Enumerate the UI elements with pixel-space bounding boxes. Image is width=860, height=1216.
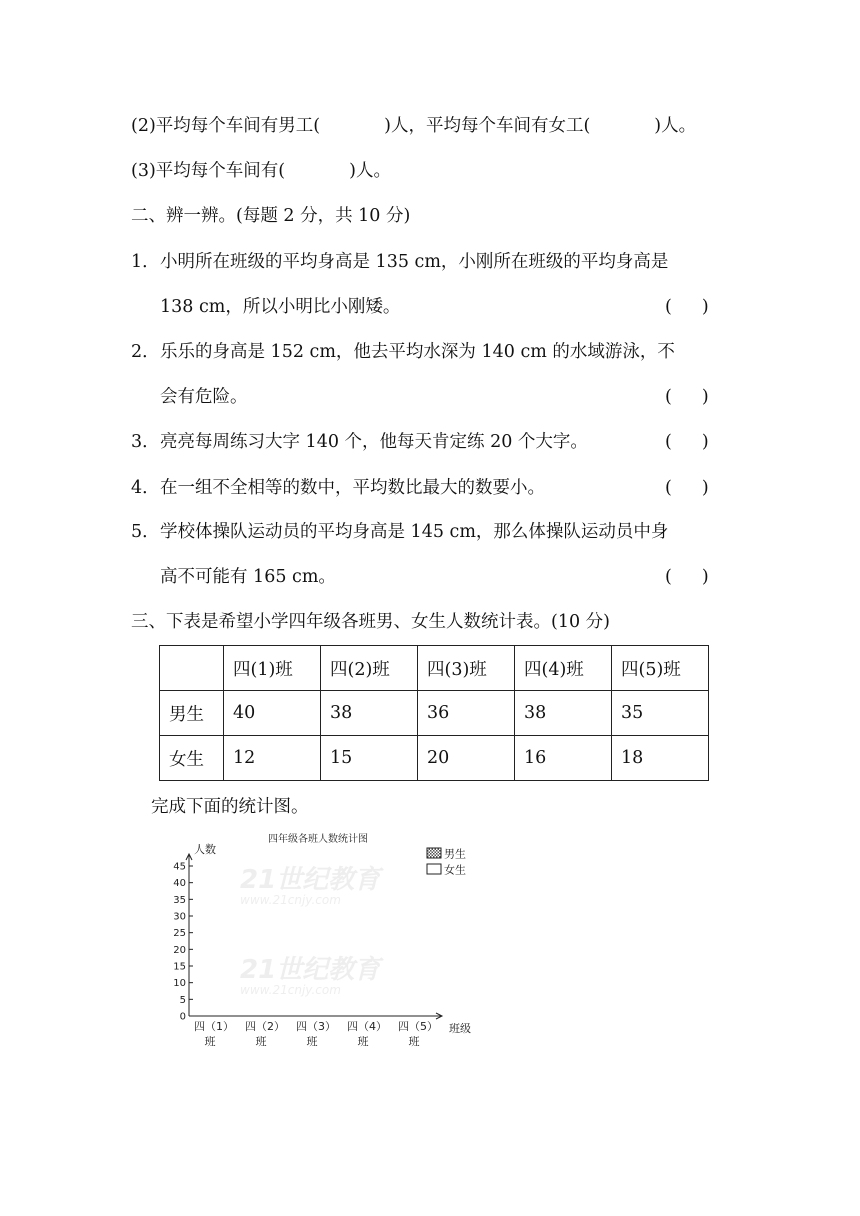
x-category-label: 四（5）: [398, 1020, 438, 1033]
judge-item-3-text: 亮亮每周练习大字 140 个，他每天肯定练 20 个大字。: [160, 432, 588, 452]
table-cell: 15: [321, 736, 418, 781]
judge-item-1-text-cont: 138 cm，所以小明比小刚矮。: [160, 297, 401, 317]
y-tick-label: 15: [173, 961, 186, 973]
q2-text-a: (2)平均每个车间有男工(: [131, 116, 321, 136]
table-row: [160, 736, 709, 781]
chart-instruction: 完成下面的统计图。: [151, 797, 309, 817]
table-row: [160, 691, 709, 736]
table-cell: 35: [612, 691, 709, 736]
x-category-label: 四（4）: [347, 1020, 387, 1033]
x-category-label: 四（1）: [194, 1020, 234, 1033]
y-axis-label: 人数: [194, 843, 216, 856]
table-header-cell: 四(5)班: [612, 646, 709, 691]
table-header-cell: 四(1)班: [224, 646, 321, 691]
section-3-heading: 三、下表是希望小学四年级各班男、女生人数统计表。(10 分): [131, 612, 610, 632]
y-ticks: [173, 862, 193, 1023]
judge-item-1-text: 小明所在班级的平均身高是 135 cm，小刚所在班级的平均身高是: [160, 252, 669, 272]
table-header-cell: 四(2)班: [321, 646, 418, 691]
watermark: [240, 865, 384, 997]
y-tick-label: 5: [179, 994, 186, 1006]
table-cell: 36: [418, 691, 515, 736]
table-cell: 38: [321, 691, 418, 736]
y-tick-label: 0: [179, 1011, 186, 1023]
table-cell: 20: [418, 736, 515, 781]
judge-item-1-number: 1．: [131, 252, 160, 272]
table-row-label: 男生: [160, 691, 224, 736]
judge-item-5-text: 学校体操队运动员的平均身高是 145 cm，那么体操队运动员中身: [160, 522, 669, 542]
watermark-url: www.21cnjy.com: [240, 893, 341, 907]
judge-item-5-text-cont: 高不可能有 165 cm。: [160, 567, 336, 587]
legend-label: 男生: [444, 847, 466, 861]
legend-swatch: [427, 848, 441, 858]
judge-item-2-text-cont: 会有危险。: [160, 387, 248, 407]
y-tick-label: 30: [173, 911, 186, 923]
x-category-label: 四（2）: [245, 1020, 285, 1033]
judge-item-4-text: 在一组不全相等的数中，平均数比最大的数要小。: [160, 478, 545, 498]
watermark-text: 21世纪教育: [240, 955, 381, 985]
chart-legend: [427, 847, 466, 877]
answer-paren-3[interactable]: ( ): [665, 432, 709, 452]
y-tick-label: 40: [173, 878, 186, 890]
student-count-table: [159, 645, 709, 781]
q3-text-b: )人。: [349, 161, 391, 181]
y-tick-label: 20: [173, 944, 186, 956]
x-category-label-sub: 班: [204, 1035, 216, 1048]
q3-text-a: (3)平均每个车间有(: [131, 161, 286, 181]
x-category-label-sub: 班: [408, 1035, 420, 1048]
table-header-cell: 四(3)班: [418, 646, 515, 691]
judge-item-2-text: 乐乐的身高是 152 cm，他去平均水深为 140 cm 的水域游泳，不: [160, 342, 675, 362]
x-category-label-sub: 班: [255, 1035, 267, 1048]
x-category-label: 四（3）: [296, 1020, 336, 1033]
table-cell: 16: [515, 736, 612, 781]
judge-item-5-number: 5．: [131, 522, 160, 542]
question-3-line: [131, 159, 391, 183]
section-2-heading: 二、辨一辨。(每题 2 分，共 10 分): [131, 206, 411, 226]
chart-title: 四年级各班人数统计图: [268, 834, 368, 845]
x-category-label-sub: 班: [357, 1035, 369, 1048]
x-category-label-sub: 班: [306, 1035, 318, 1048]
x-axis-label: 班级: [449, 1022, 471, 1035]
y-tick-label: 35: [173, 894, 186, 906]
table-header-cell: [160, 646, 224, 691]
watermark-url: www.21cnjy.com: [240, 983, 341, 997]
answer-paren-2[interactable]: ( ): [665, 387, 709, 407]
table-cell: 18: [612, 736, 709, 781]
answer-paren-4[interactable]: ( ): [665, 478, 709, 498]
x-category-labels: [194, 1020, 438, 1048]
table-header-cell: 四(4)班: [515, 646, 612, 691]
judge-item-3-number: 3．: [131, 432, 160, 452]
judge-item-2-number: 2．: [131, 342, 160, 362]
table-header-row: [160, 646, 709, 691]
q2-text-c: )人。: [654, 116, 697, 136]
y-tick-label: 45: [173, 861, 186, 873]
legend-swatch: [427, 864, 441, 874]
table-row-label: 女生: [160, 736, 224, 781]
bar-chart[interactable]: [160, 826, 480, 1058]
watermark-text: 21世纪教育: [240, 865, 381, 895]
answer-paren-1[interactable]: ( ): [665, 297, 709, 317]
y-tick-label: 25: [173, 928, 186, 940]
table-cell: 38: [515, 691, 612, 736]
legend-label: 女生: [444, 863, 466, 877]
q2-text-b: )人，平均每个车间有女工(: [384, 116, 591, 136]
table-cell: 12: [224, 736, 321, 781]
bar-chart-container[interactable]: [160, 826, 480, 1058]
table-cell: 40: [224, 691, 321, 736]
question-2-line: [131, 114, 696, 138]
y-tick-label: 10: [173, 978, 186, 990]
judge-item-4-number: 4．: [131, 478, 160, 498]
answer-paren-5[interactable]: ( ): [665, 567, 709, 587]
